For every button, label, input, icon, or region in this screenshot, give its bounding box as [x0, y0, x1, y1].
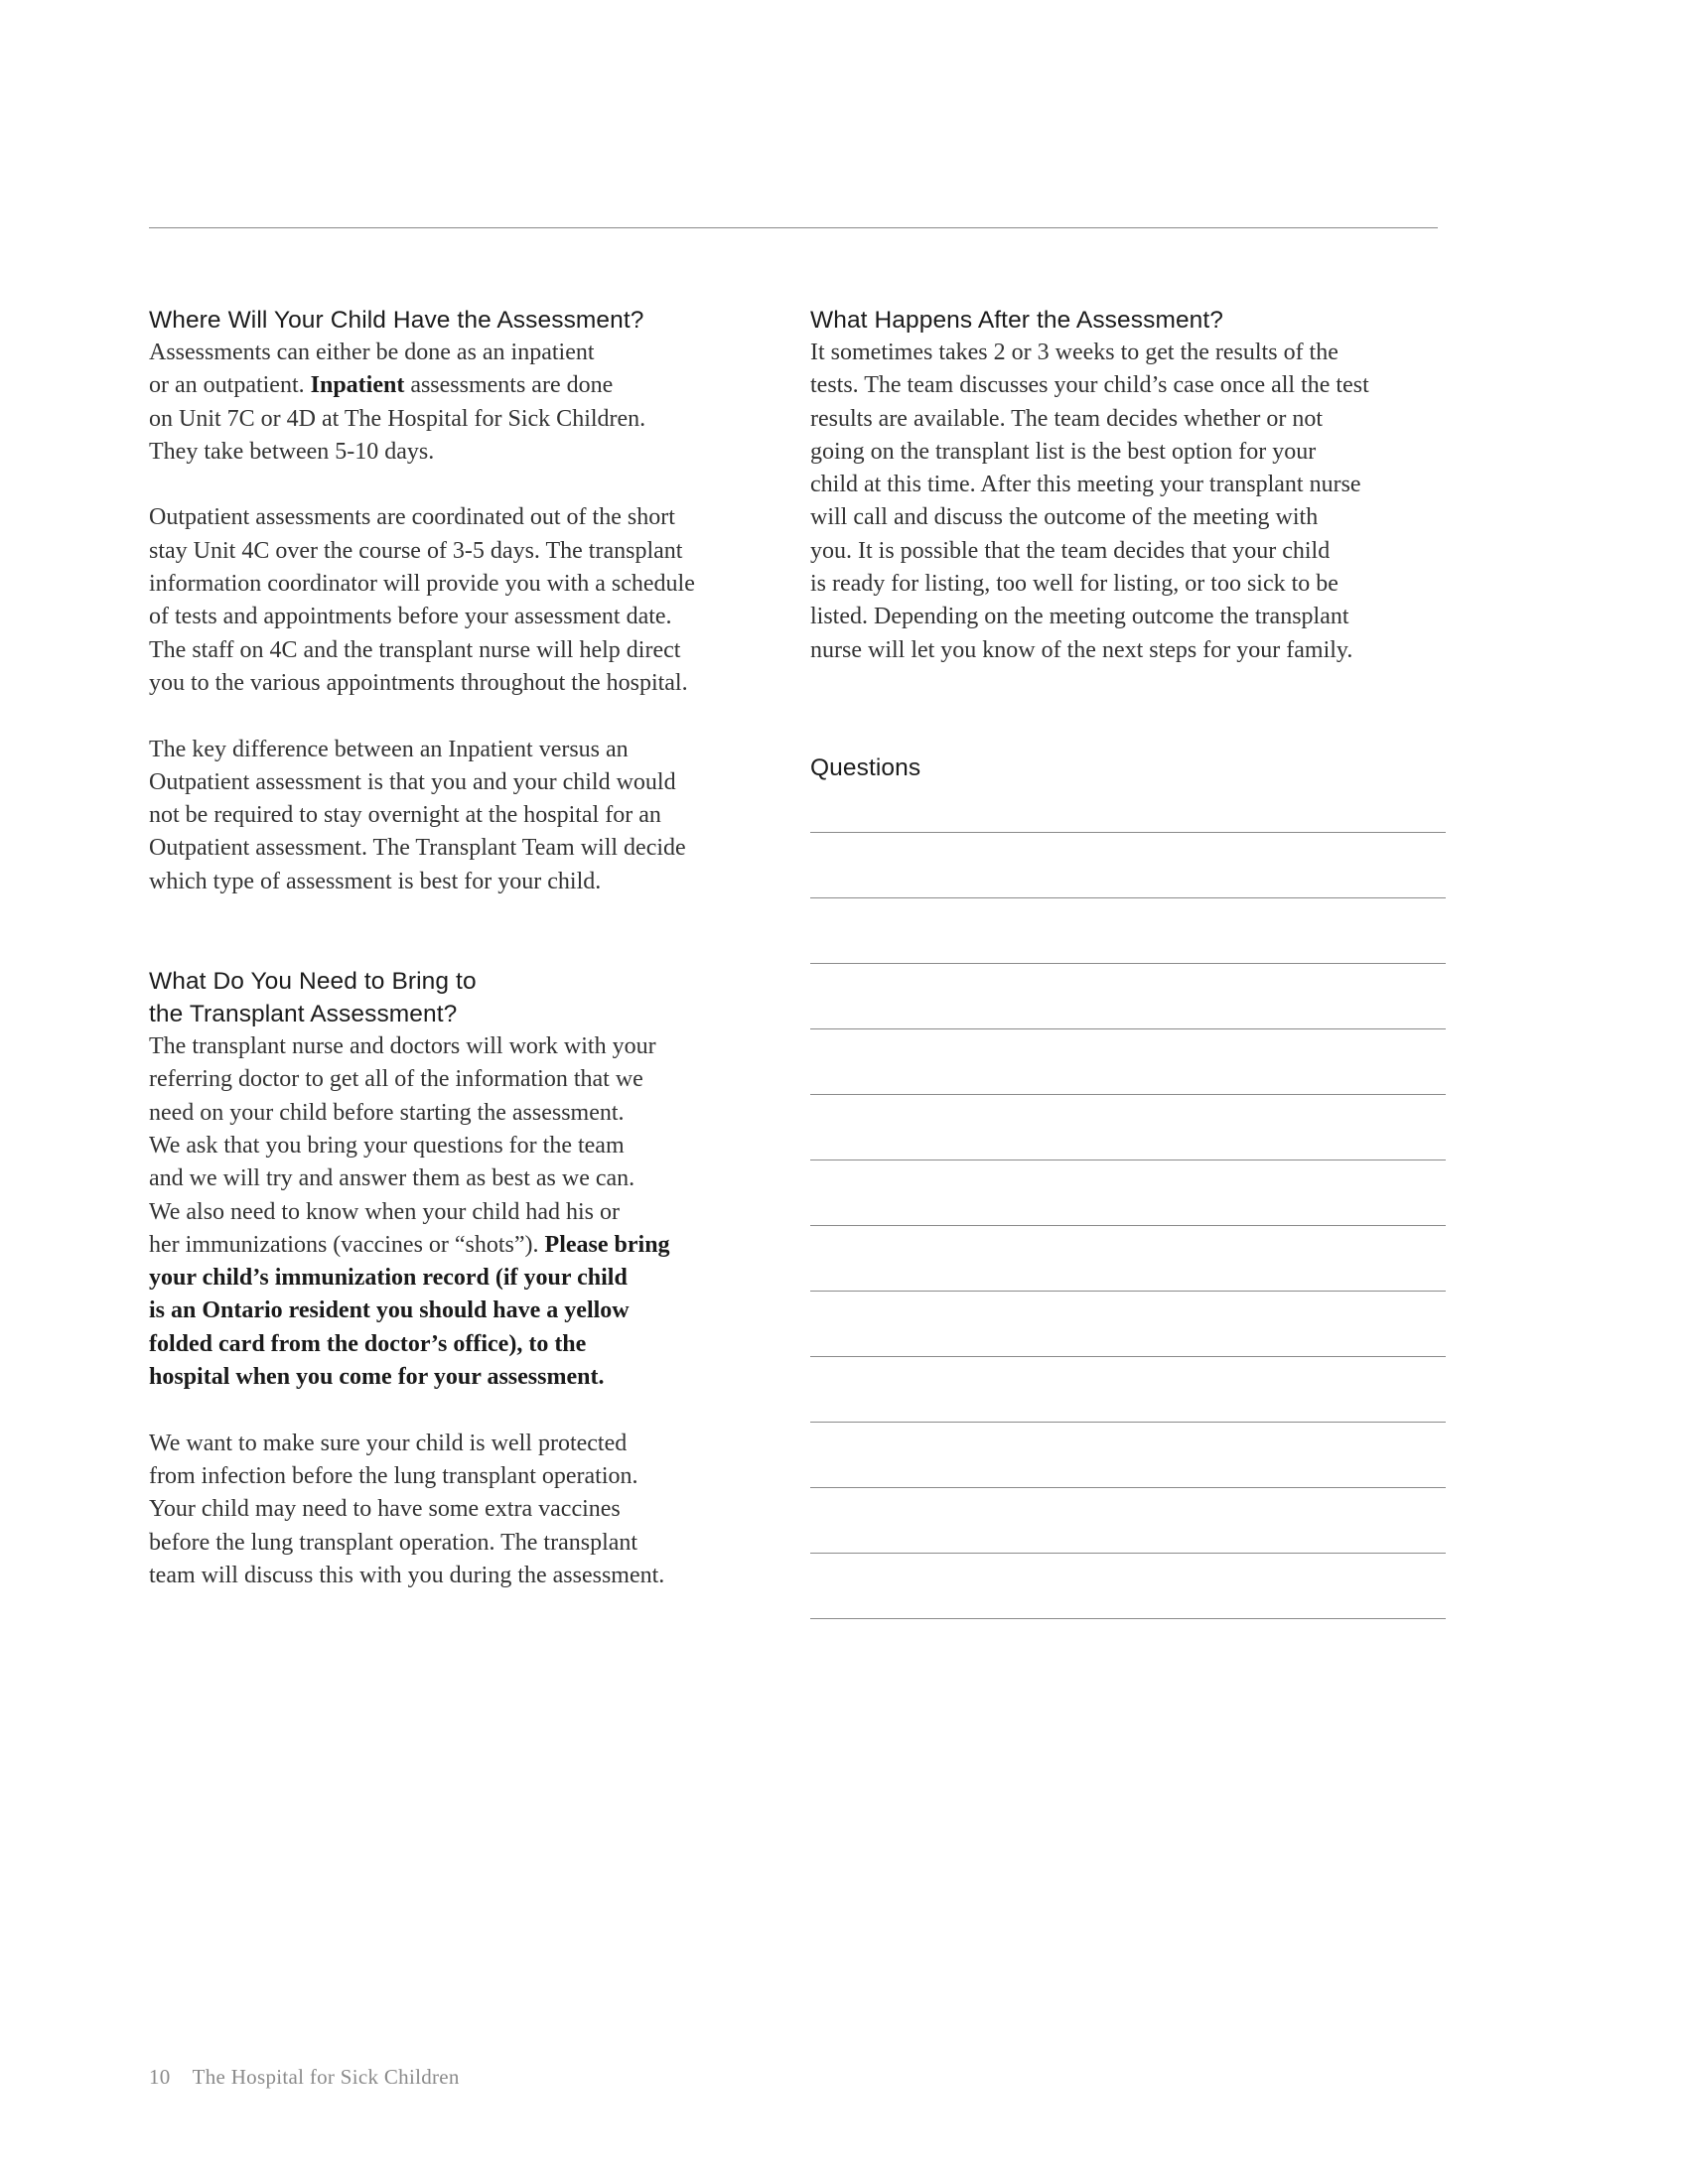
text-line: nurse will let you know of the next steps for your family.	[810, 636, 1353, 663]
bold-line: your child’s immunization record (if your child	[149, 1265, 628, 1292]
text-line: The staff on 4C and the transplant nurse will help direct	[149, 636, 681, 663]
section-after-assessment	[810, 304, 1446, 667]
text-line: from infection before the lung transplant operation.	[149, 1462, 638, 1489]
answer-line	[810, 832, 1446, 833]
text-line: They take between 5-10 days.	[149, 438, 435, 465]
text-line: referring doctor to get all of the information that we	[149, 1066, 643, 1093]
paragraph	[149, 1428, 784, 1592]
right-column	[810, 304, 1446, 1619]
bold-line: hospital when you come for your assessment.	[149, 1364, 605, 1391]
text-line: you. It is possible that the team decides that your child	[810, 537, 1331, 564]
text-line: stay Unit 4C over the course of 3-5 days. The transplant	[149, 537, 683, 564]
left-column	[149, 304, 784, 1592]
text-line: Outpatient assessment is that you and your child would	[149, 768, 676, 795]
paragraph	[149, 1030, 784, 1394]
text-line: Your child may need to have some extra vaccines	[149, 1496, 621, 1523]
answer-line	[810, 1225, 1446, 1226]
answer-line	[810, 1028, 1446, 1029]
text-line: The key difference between an Inpatient versus an	[149, 736, 629, 762]
section-heading: What Happens After the Assessment?	[810, 307, 1224, 334]
section-questions	[810, 751, 1446, 1619]
text-line: Outpatient assessments are coordinated out of the short	[149, 504, 675, 531]
answer-line	[810, 1422, 1446, 1423]
paragraph	[149, 734, 784, 898]
text-line: We ask that you bring your questions for the team	[149, 1132, 625, 1159]
text-line: or an outpatient.	[149, 372, 311, 399]
text-line: team will discuss this with you during the assessment.	[149, 1562, 665, 1588]
questions-heading: Questions	[810, 753, 921, 781]
text-line: you to the various appointments throughout the hospital.	[149, 669, 688, 696]
text-line: information coordinator will provide you with a schedule	[149, 571, 695, 598]
heading-line: What Do You Need to Bring to	[149, 968, 477, 996]
section-heading: Where Will Your Child Have the Assessment?	[149, 307, 644, 334]
text-line: We want to make sure your child is well protected	[149, 1430, 628, 1456]
bold-text: Please bring	[544, 1231, 670, 1258]
heading-line: the Transplant Assessment?	[149, 1001, 458, 1028]
text-line: going on the transplant list is the best option for your	[810, 438, 1317, 465]
bold-term: Inpatient	[310, 372, 405, 399]
bold-line: is an Ontario resident you should have a yellow	[149, 1297, 630, 1324]
text-line: It sometimes takes 2 or 3 weeks to get the results of the	[810, 340, 1338, 365]
text-line: Outpatient assessment. The Transplant Team will decide	[149, 835, 686, 862]
text-line: results are available. The team decides whether or not	[810, 405, 1324, 432]
paragraph	[810, 337, 1446, 667]
text-line: of tests and appointments before your assessment date.	[149, 604, 672, 630]
text-line: need on your child before starting the assessment.	[149, 1099, 625, 1126]
text-line: before the lung transplant operation. The transplant	[149, 1529, 638, 1556]
text-line: not be required to stay overnight at the hospital for an	[149, 802, 661, 829]
text-line: is ready for listing, too well for listing, or too sick to be	[810, 571, 1338, 598]
publication-name: The Hospital for Sick Children	[192, 2065, 460, 2089]
text-line: Assessments can either be done as an inpatient	[149, 340, 595, 365]
text-line: which type of assessment is best for your child.	[149, 868, 602, 894]
section-what-to-bring	[149, 965, 784, 1592]
answer-line	[810, 1291, 1446, 1292]
text-line: listed. Depending on the meeting outcome the transplant	[810, 604, 1349, 630]
header-rule	[149, 227, 1438, 228]
question-lines	[810, 832, 1446, 1619]
answer-line	[810, 1356, 1446, 1357]
answer-line	[810, 1618, 1446, 1619]
paragraph	[149, 337, 784, 469]
answer-line	[810, 897, 1446, 898]
answer-line	[810, 1487, 1446, 1488]
text-line: child at this time. After this meeting your transplant nurse	[810, 472, 1361, 498]
text-line: will call and discuss the outcome of the meeting with	[810, 504, 1319, 531]
text-line: tests. The team discusses your child’s case once all the test	[810, 372, 1369, 399]
paragraph	[149, 501, 784, 700]
text-line: The transplant nurse and doctors will work with your	[149, 1033, 656, 1060]
text-line: her immunizations (vaccines or “shots”).	[149, 1231, 545, 1258]
text-line: and we will try and answer them as best as we can.	[149, 1165, 635, 1192]
text-line: We also need to know when your child had his or	[149, 1198, 620, 1225]
answer-line	[810, 1553, 1446, 1554]
text-line: assessments are done	[404, 372, 614, 399]
answer-line	[810, 963, 1446, 964]
bold-line: folded card from the doctor’s office), to the	[149, 1330, 587, 1357]
answer-line	[810, 1094, 1446, 1095]
text-line: on Unit 7C or 4D at The Hospital for Sick Children.	[149, 405, 646, 432]
page-number: 10	[149, 2065, 171, 2089]
section-heading	[149, 965, 784, 1030]
section-where-assessment	[149, 304, 784, 898]
page-footer	[149, 2065, 460, 2090]
